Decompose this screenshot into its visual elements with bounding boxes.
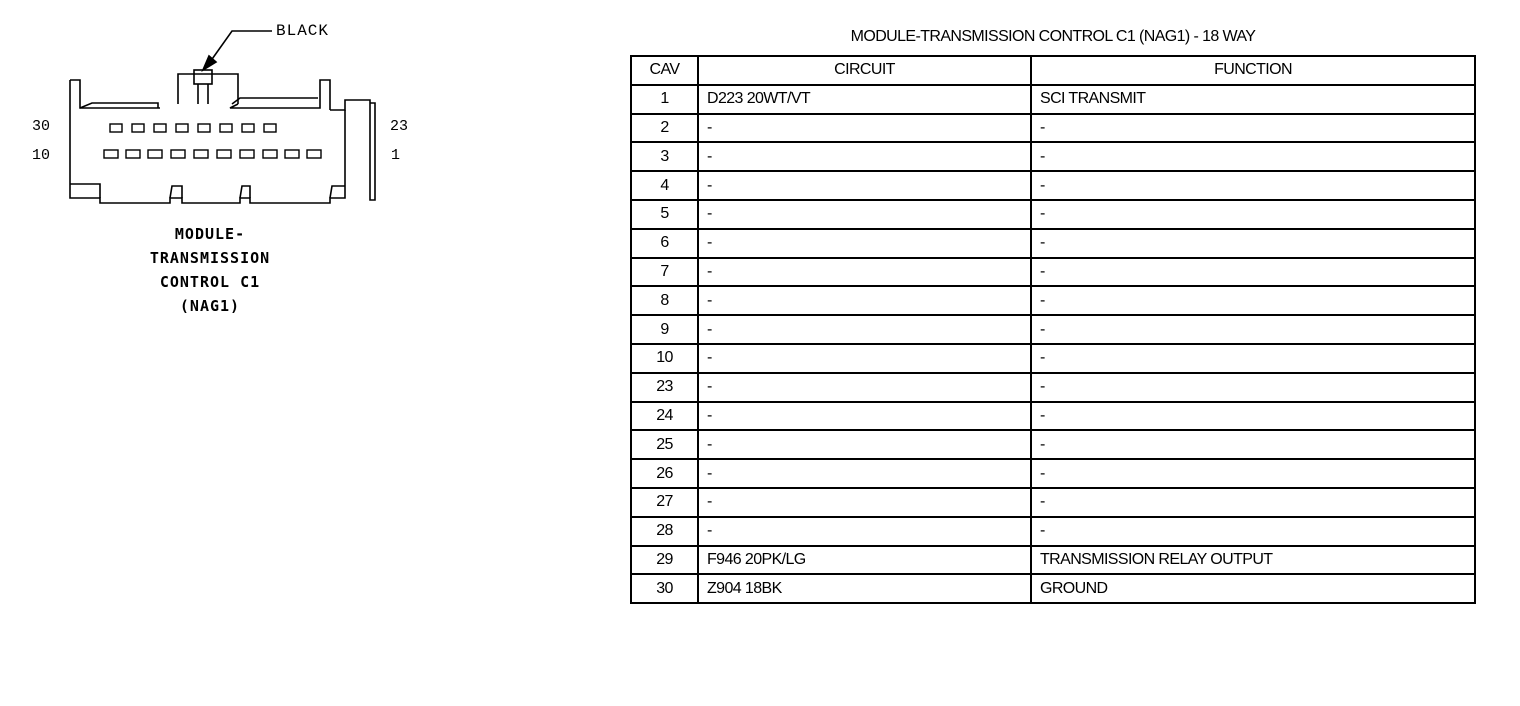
cav-cell: 9 [631,315,698,344]
cav-cell: 25 [631,430,698,459]
table-row [631,286,1475,315]
circuit-cell: - [698,258,1031,287]
cav-cell: 23 [631,373,698,402]
cav-cell: 7 [631,258,698,287]
pin-label-top-right: 23 [390,118,409,135]
header-cav: CAV [631,56,698,85]
connector-title-line: MODULE- [174,225,246,243]
table-row [631,574,1475,603]
function-cell: - [1031,402,1475,431]
table-row [631,315,1475,344]
header-function: FUNCTION [1031,56,1475,85]
pin-label-bottom-left: 10 [32,147,51,164]
circuit-cell: - [698,229,1031,258]
table-row [631,517,1475,546]
table-row [631,430,1475,459]
cav-cell: 5 [631,200,698,229]
table-row [631,258,1475,287]
cav-cell: 2 [631,114,698,143]
cav-cell: 26 [631,459,698,488]
connector-title [100,222,320,318]
function-cell: - [1031,142,1475,171]
function-cell: - [1031,373,1475,402]
circuit-cell: - [698,402,1031,431]
function-cell: - [1031,258,1475,287]
cav-cell: 4 [631,171,698,200]
circuit-cell: - [698,114,1031,143]
pin-label-bottom-right: 1 [391,147,401,164]
cav-cell: 30 [631,574,698,603]
pinout-table [630,55,1476,604]
table-header-row [631,56,1475,85]
function-cell: - [1031,517,1475,546]
cav-cell: 1 [631,85,698,114]
circuit-cell: - [698,171,1031,200]
connector-diagram [0,0,520,330]
connector-title-line: (NAG1) [179,297,241,315]
function-cell: - [1031,114,1475,143]
cav-cell: 3 [631,142,698,171]
circuit-cell: - [698,430,1031,459]
function-cell: - [1031,430,1475,459]
table-row [631,344,1475,373]
connector-title-line: TRANSMISSION [149,249,271,267]
function-cell: GROUND [1031,574,1475,603]
function-cell: - [1031,229,1475,258]
function-cell: TRANSMISSION RELAY OUTPUT [1031,546,1475,575]
table-row [631,142,1475,171]
cav-cell: 6 [631,229,698,258]
circuit-cell: - [698,142,1031,171]
table-row [631,114,1475,143]
circuit-cell: - [698,459,1031,488]
table-row [631,402,1475,431]
circuit-cell: F946 20PK/LG [698,546,1031,575]
table-row [631,171,1475,200]
circuit-cell: - [698,517,1031,546]
circuit-cell: D223 20WT/VT [698,85,1031,114]
pin-label-top-left: 30 [32,118,51,135]
cav-cell: 27 [631,488,698,517]
table-row [631,459,1475,488]
function-cell: - [1031,459,1475,488]
table-row [631,488,1475,517]
cav-cell: 29 [631,546,698,575]
circuit-cell: - [698,315,1031,344]
circuit-cell: - [698,373,1031,402]
circuit-cell: - [698,200,1031,229]
table-row [631,200,1475,229]
function-cell: - [1031,286,1475,315]
table-row [631,229,1475,258]
table-row [631,85,1475,114]
table-row [631,546,1475,575]
cav-cell: 8 [631,286,698,315]
function-cell: - [1031,344,1475,373]
function-cell: SCI TRANSMIT [1031,85,1475,114]
header-circuit: CIRCUIT [698,56,1031,85]
cav-cell: 10 [631,344,698,373]
table-title: MODULE-TRANSMISSION CONTROL C1 (NAG1) - 18 WAY [850,28,1256,45]
function-cell: - [1031,171,1475,200]
connector-title-line: CONTROL C1 [159,273,261,291]
pinout-table-body [631,85,1475,603]
circuit-cell: - [698,286,1031,315]
table-row [631,373,1475,402]
circuit-cell: Z904 18BK [698,574,1031,603]
circuit-cell: - [698,488,1031,517]
cav-cell: 24 [631,402,698,431]
cav-cell: 28 [631,517,698,546]
color-callout-label: BLACK [276,22,330,40]
function-cell: - [1031,200,1475,229]
function-cell: - [1031,488,1475,517]
circuit-cell: - [698,344,1031,373]
function-cell: - [1031,315,1475,344]
